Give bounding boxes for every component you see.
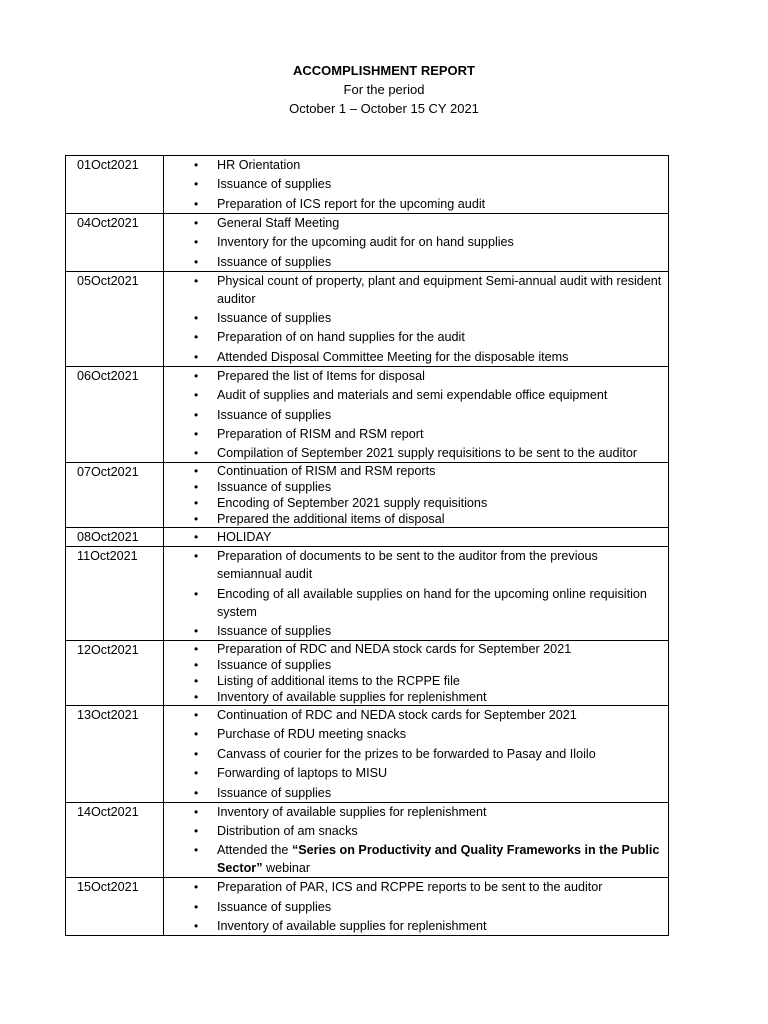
activity-text: Preparation of PAR, ICS and RCPPE reports to be sent to the auditor: [217, 880, 603, 895]
list-item: [164, 309, 668, 327]
row-activities: [164, 802, 669, 878]
list-item: [164, 175, 668, 193]
activity-text: Preparation of RISM and RSM report: [217, 426, 424, 441]
row-date: 15Oct2021: [66, 878, 164, 936]
activity-text: Preparation of documents to be sent to the auditor from the previous semiannual audit: [217, 549, 598, 582]
row-activities: [164, 547, 669, 641]
bullet-icon: •: [194, 407, 199, 422]
report-header: [0, 61, 768, 118]
report-period: October 1 – October 15 CY 2021: [289, 101, 479, 116]
activity-text: Distribution of am snacks: [217, 824, 358, 839]
list-item: [164, 328, 668, 346]
row-activities: [164, 463, 669, 528]
bullet-icon: •: [194, 785, 199, 800]
list-item: [164, 878, 668, 896]
list-item: [164, 386, 668, 404]
list-item: [164, 479, 668, 496]
list-item: [164, 822, 668, 840]
list-item: [164, 673, 668, 690]
activity-list: [164, 272, 668, 366]
webinar-prefix: Attended the: [217, 843, 292, 858]
bullet-icon: •: [194, 177, 199, 192]
list-item: [164, 463, 668, 480]
bullet-icon: •: [194, 496, 199, 511]
activity-text: Preparation of RDC and NEDA stock cards for September 2021: [217, 642, 572, 657]
activity-list: [164, 367, 668, 463]
list-item: [164, 841, 668, 877]
activity-text: HR Orientation: [217, 158, 301, 172]
list-item: [164, 784, 668, 802]
activity-text: Issuance of supplies: [217, 899, 332, 914]
activity-text: Inventory of available supplies for replenishment: [217, 690, 487, 705]
row-date: 01Oct2021: [66, 156, 164, 214]
list-item: [164, 253, 668, 271]
list-item: [164, 547, 668, 583]
bullet-icon: •: [194, 708, 199, 723]
bullet-icon: •: [194, 254, 199, 269]
bullet-icon: •: [194, 480, 199, 495]
activity-text: Prepared the additional items of disposal: [217, 512, 445, 527]
activity-text: Issuance of supplies: [217, 310, 332, 325]
list-item: [164, 585, 668, 621]
table-row: [66, 213, 669, 271]
list-item: [164, 406, 668, 424]
activity-text: Inventory of available supplies for replenishment: [217, 919, 487, 934]
list-item: [164, 641, 668, 658]
activity-text: Issuance of supplies: [217, 624, 332, 639]
row-activities: [164, 271, 669, 366]
report-title: ACCOMPLISHMENT REPORT: [293, 63, 475, 78]
activity-list: [164, 878, 668, 935]
bullet-icon: •: [194, 215, 199, 230]
list-item: [164, 444, 668, 462]
activity-text: Issuance of supplies: [217, 407, 332, 422]
bullet-icon: •: [194, 388, 199, 403]
bullet-icon: •: [194, 899, 199, 914]
bullet-icon: •: [194, 824, 199, 839]
list-item: [164, 917, 668, 935]
bullet-icon: •: [194, 727, 199, 742]
list-item: [164, 803, 668, 821]
list-item: [164, 745, 668, 763]
activity-list: [164, 641, 668, 706]
row-date: 06Oct2021: [66, 366, 164, 463]
list-item: [164, 156, 668, 174]
row-date: 05Oct2021: [66, 271, 164, 366]
activity-list: [164, 214, 668, 271]
activity-text: Issuance of supplies: [217, 254, 332, 269]
activity-text: Continuation of RDC and NEDA stock cards for September 2021: [217, 708, 577, 723]
table-row: [66, 878, 669, 936]
bullet-icon: •: [194, 158, 199, 172]
table-row: [66, 463, 669, 528]
list-item: [164, 348, 668, 366]
bullet-icon: •: [194, 512, 199, 527]
activity-text: Preparation of on hand supplies for the audit: [217, 330, 465, 345]
activity-text: General Staff Meeting: [217, 215, 340, 230]
list-item: [164, 511, 668, 528]
table-row: [66, 547, 669, 641]
table-row: [66, 641, 669, 706]
list-item: [164, 195, 668, 213]
list-item: [164, 272, 668, 308]
row-activities: [164, 706, 669, 803]
webinar-bold: “Series on Productivity and Quality Frameworks in the Public Sector”: [217, 843, 660, 876]
list-item: [164, 898, 668, 916]
bullet-icon: •: [194, 674, 199, 689]
activity-text: Preparation of ICS report for the upcoming audit: [217, 196, 486, 211]
activity-text: Inventory for the upcoming audit for on hand supplies: [217, 235, 514, 250]
row-date: 08Oct2021: [66, 528, 164, 547]
bullet-icon: •: [194, 426, 199, 441]
row-activities: [164, 156, 669, 214]
report-subtitle: For the period: [343, 82, 425, 97]
bullet-icon: •: [194, 658, 199, 673]
row-date: 13Oct2021: [66, 706, 164, 803]
row-activities: [164, 366, 669, 463]
activity-list: [164, 463, 668, 528]
row-date: 07Oct2021: [66, 463, 164, 528]
table-row: [66, 706, 669, 803]
list-item: [164, 657, 668, 674]
activity-text: Issuance of supplies: [217, 785, 332, 800]
bullet-icon: •: [194, 880, 199, 895]
activity-text: Physical count of property, plant and equipment Semi-annual audit with resident auditor: [217, 273, 662, 306]
webinar-suffix: webinar: [262, 861, 311, 876]
table-row: [66, 802, 669, 878]
bullet-icon: •: [194, 330, 199, 345]
activity-text: Encoding of September 2021 supply requisitions: [217, 496, 488, 511]
bullet-icon: •: [194, 642, 199, 657]
activity-text: Canvass of courier for the prizes to be forwarded to Pasay and Iloilo: [217, 746, 596, 761]
row-date: 14Oct2021: [66, 802, 164, 878]
list-item: [164, 214, 668, 232]
activity-text: HOLIDAY: [217, 530, 272, 545]
list-item: [164, 689, 668, 706]
list-item: [164, 233, 668, 251]
bullet-icon: •: [194, 368, 199, 383]
activity-text: Prepared the list of Items for disposal: [217, 368, 425, 383]
bullet-icon: •: [194, 349, 199, 364]
bullet-icon: •: [194, 273, 199, 288]
bullet-icon: •: [194, 804, 199, 819]
activity-text: Purchase of RDU meeting snacks: [217, 727, 406, 742]
list-item: [164, 622, 668, 640]
activity-text: Continuation of RISM and RSM reports: [217, 464, 436, 479]
table-row: [66, 156, 669, 214]
activity-text: Issuance of supplies: [217, 658, 332, 673]
bullet-icon: •: [194, 196, 199, 211]
bullet-icon: •: [194, 549, 199, 564]
bullet-icon: •: [194, 464, 199, 479]
row-date: 11Oct2021: [66, 547, 164, 641]
bullet-icon: •: [194, 530, 199, 545]
activity-text: Issuance of supplies: [217, 480, 332, 495]
list-item: [164, 764, 668, 782]
activity-list: [164, 156, 668, 213]
activity-list: [164, 528, 668, 546]
list-item: [164, 528, 668, 546]
activity-text: Inventory of available supplies for replenishment: [217, 804, 487, 819]
bullet-icon: •: [194, 310, 199, 325]
bullet-icon: •: [194, 586, 199, 601]
list-item: [164, 367, 668, 385]
activity-text: Attended Disposal Committee Meeting for the disposable items: [217, 349, 569, 364]
activity-text: Listing of additional items to the RCPPE file: [217, 674, 460, 689]
bullet-icon: •: [194, 690, 199, 705]
row-activities: [164, 528, 669, 547]
row-date: 12Oct2021: [66, 641, 164, 706]
bullet-icon: •: [194, 235, 199, 250]
row-date: 04Oct2021: [66, 213, 164, 271]
bullet-icon: •: [194, 446, 199, 461]
activity-text: Issuance of supplies: [217, 177, 332, 192]
table-row: [66, 366, 669, 463]
activity-list: [164, 706, 668, 802]
bullet-icon: •: [194, 766, 199, 781]
row-activities: [164, 878, 669, 936]
activity-text: Audit of supplies and materials and semi expendable office equipment: [217, 388, 608, 403]
bullet-icon: •: [194, 746, 199, 761]
row-activities: [164, 213, 669, 271]
activity-list: [164, 803, 668, 878]
list-item: [164, 425, 668, 443]
table-row: [66, 528, 669, 547]
activity-text: Compilation of September 2021 supply requisitions to be sent to the auditor: [217, 446, 638, 461]
accomplishment-table: [65, 155, 669, 936]
bullet-icon: •: [194, 624, 199, 639]
row-activities: [164, 641, 669, 706]
list-item: [164, 725, 668, 743]
bullet-icon: •: [194, 919, 199, 934]
activity-list: [164, 547, 668, 640]
list-item: [164, 706, 668, 724]
bullet-icon: •: [194, 843, 199, 858]
activity-text: Forwarding of laptops to MISU: [217, 766, 388, 781]
list-item: [164, 495, 668, 512]
table-row: [66, 271, 669, 366]
activity-text: Encoding of all available supplies on hand for the upcoming online requisition system: [217, 586, 647, 619]
